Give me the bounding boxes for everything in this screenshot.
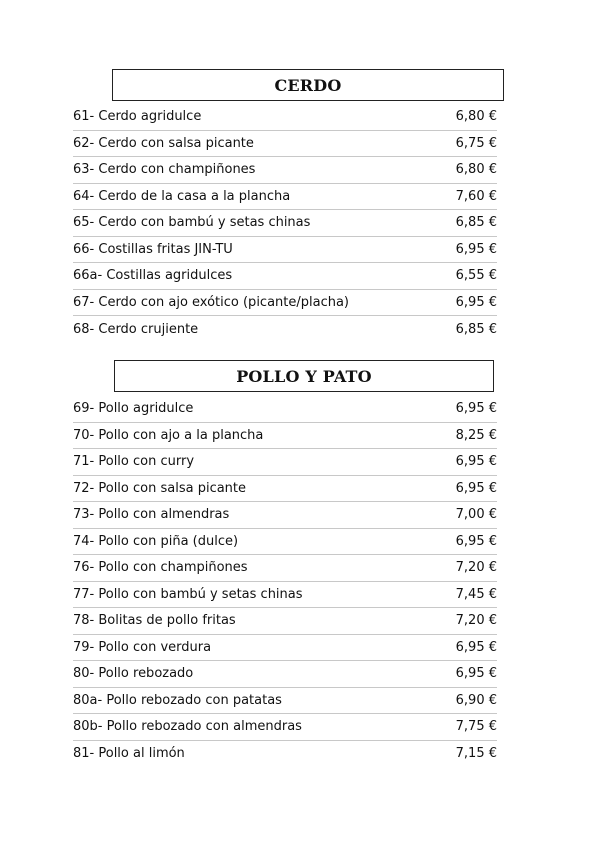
- menu-item-row: [73, 555, 497, 582]
- menu-item-price: 6,80 €: [455, 109, 497, 125]
- menu-item-name: 66- Costillas fritas JIN-TU: [73, 241, 233, 257]
- menu-item-name: 62- Cerdo con salsa picante: [73, 135, 254, 151]
- menu-item-name: 61- Cerdo agridulce: [73, 109, 202, 125]
- menu-item-price: 6,95 €: [455, 666, 497, 682]
- menu-item-name: 63- Cerdo con champiñones: [73, 162, 256, 178]
- menu-item-price: 6,85 €: [455, 321, 497, 337]
- menu-item-name: 73- Pollo con almendras: [73, 507, 230, 523]
- menu-item-name: 66a- Costillas agridulces: [73, 268, 233, 284]
- menu-item-price: 6,95 €: [455, 401, 497, 417]
- menu-item-price: 6,95 €: [455, 533, 497, 549]
- menu-item-row: [73, 688, 497, 715]
- menu-item-row: [73, 131, 497, 158]
- menu-item-row: [73, 661, 497, 688]
- menu-item-row: [73, 476, 497, 503]
- menu-item-price: 6,95 €: [455, 241, 497, 257]
- menu-item-name: 65- Cerdo con bambú y setas chinas: [73, 215, 311, 231]
- menu-item-price: 6,85 €: [455, 215, 497, 231]
- menu-item-price: 6,95 €: [455, 639, 497, 655]
- menu-item-row: [73, 423, 497, 450]
- menu-item-name: 76- Pollo con champiñones: [73, 560, 248, 576]
- menu-item-row: [73, 608, 497, 635]
- menu-list-pollo-y-pato: [73, 396, 497, 767]
- menu-item-name: 72- Pollo con salsa picante: [73, 480, 247, 496]
- menu-item-row: [73, 635, 497, 662]
- menu-item-row: [73, 502, 497, 529]
- menu-item-name: 81- Pollo al limón: [73, 746, 185, 762]
- menu-item-name: 80b- Pollo rebozado con almendras: [73, 719, 302, 735]
- menu-item-price: 6,75 €: [455, 135, 497, 151]
- menu-item-name: 64- Cerdo de la casa a la plancha: [73, 188, 291, 204]
- menu-list-cerdo: [73, 104, 497, 343]
- menu-item-name: 77- Pollo con bambú y setas chinas: [73, 586, 303, 602]
- menu-item-name: 68- Cerdo crujiente: [73, 321, 199, 337]
- menu-item-row: [73, 449, 497, 476]
- menu-item-name: 71- Pollo con curry: [73, 454, 195, 470]
- menu-item-name: 69- Pollo agridulce: [73, 401, 194, 417]
- menu-item-price: 7,20 €: [455, 613, 497, 629]
- menu-item-row: [73, 741, 497, 768]
- menu-item-price: 6,95 €: [455, 454, 497, 470]
- menu-item-price: 8,25 €: [455, 427, 497, 443]
- menu-item-row: [73, 184, 497, 211]
- menu-item-price: 7,60 €: [455, 188, 497, 204]
- menu-item-name: 80a- Pollo rebozado con patatas: [73, 692, 282, 708]
- menu-item-row: [73, 210, 497, 237]
- menu-item-name: 78- Bolitas de pollo fritas: [73, 613, 236, 629]
- section-title-pollo-y-pato: POLLO Y PATO: [114, 360, 494, 392]
- menu-item-row: [73, 104, 497, 131]
- menu-item-row: [73, 157, 497, 184]
- menu-item-price: 7,00 €: [455, 507, 497, 523]
- menu-item-row: [73, 529, 497, 556]
- menu-item-row: [73, 714, 497, 741]
- menu-item-row: [73, 396, 497, 423]
- menu-item-price: 6,95 €: [455, 480, 497, 496]
- menu-item-row: [73, 237, 497, 264]
- menu-item-row: [73, 582, 497, 609]
- menu-item-price: 7,75 €: [455, 719, 497, 735]
- menu-item-price: 7,45 €: [455, 586, 497, 602]
- menu-item-name: 70- Pollo con ajo a la plancha: [73, 427, 264, 443]
- menu-item-row: [73, 263, 497, 290]
- menu-item-price: 7,20 €: [455, 560, 497, 576]
- menu-item-name: 79- Pollo con verdura: [73, 639, 212, 655]
- section-title-cerdo: CERDO: [112, 69, 504, 101]
- menu-item-name: 80- Pollo rebozado: [73, 666, 194, 682]
- menu-item-row: [73, 290, 497, 317]
- menu-item-price: 6,90 €: [455, 692, 497, 708]
- menu-item-price: 6,95 €: [455, 294, 497, 310]
- menu-item-price: 6,80 €: [455, 162, 497, 178]
- menu-item-price: 7,15 €: [455, 746, 497, 762]
- menu-item-name: 67- Cerdo con ajo exótico (picante/placha): [73, 294, 350, 310]
- menu-item-name: 74- Pollo con piña (dulce): [73, 533, 239, 549]
- menu-item-row: [73, 316, 497, 343]
- menu-item-price: 6,55 €: [455, 268, 497, 284]
